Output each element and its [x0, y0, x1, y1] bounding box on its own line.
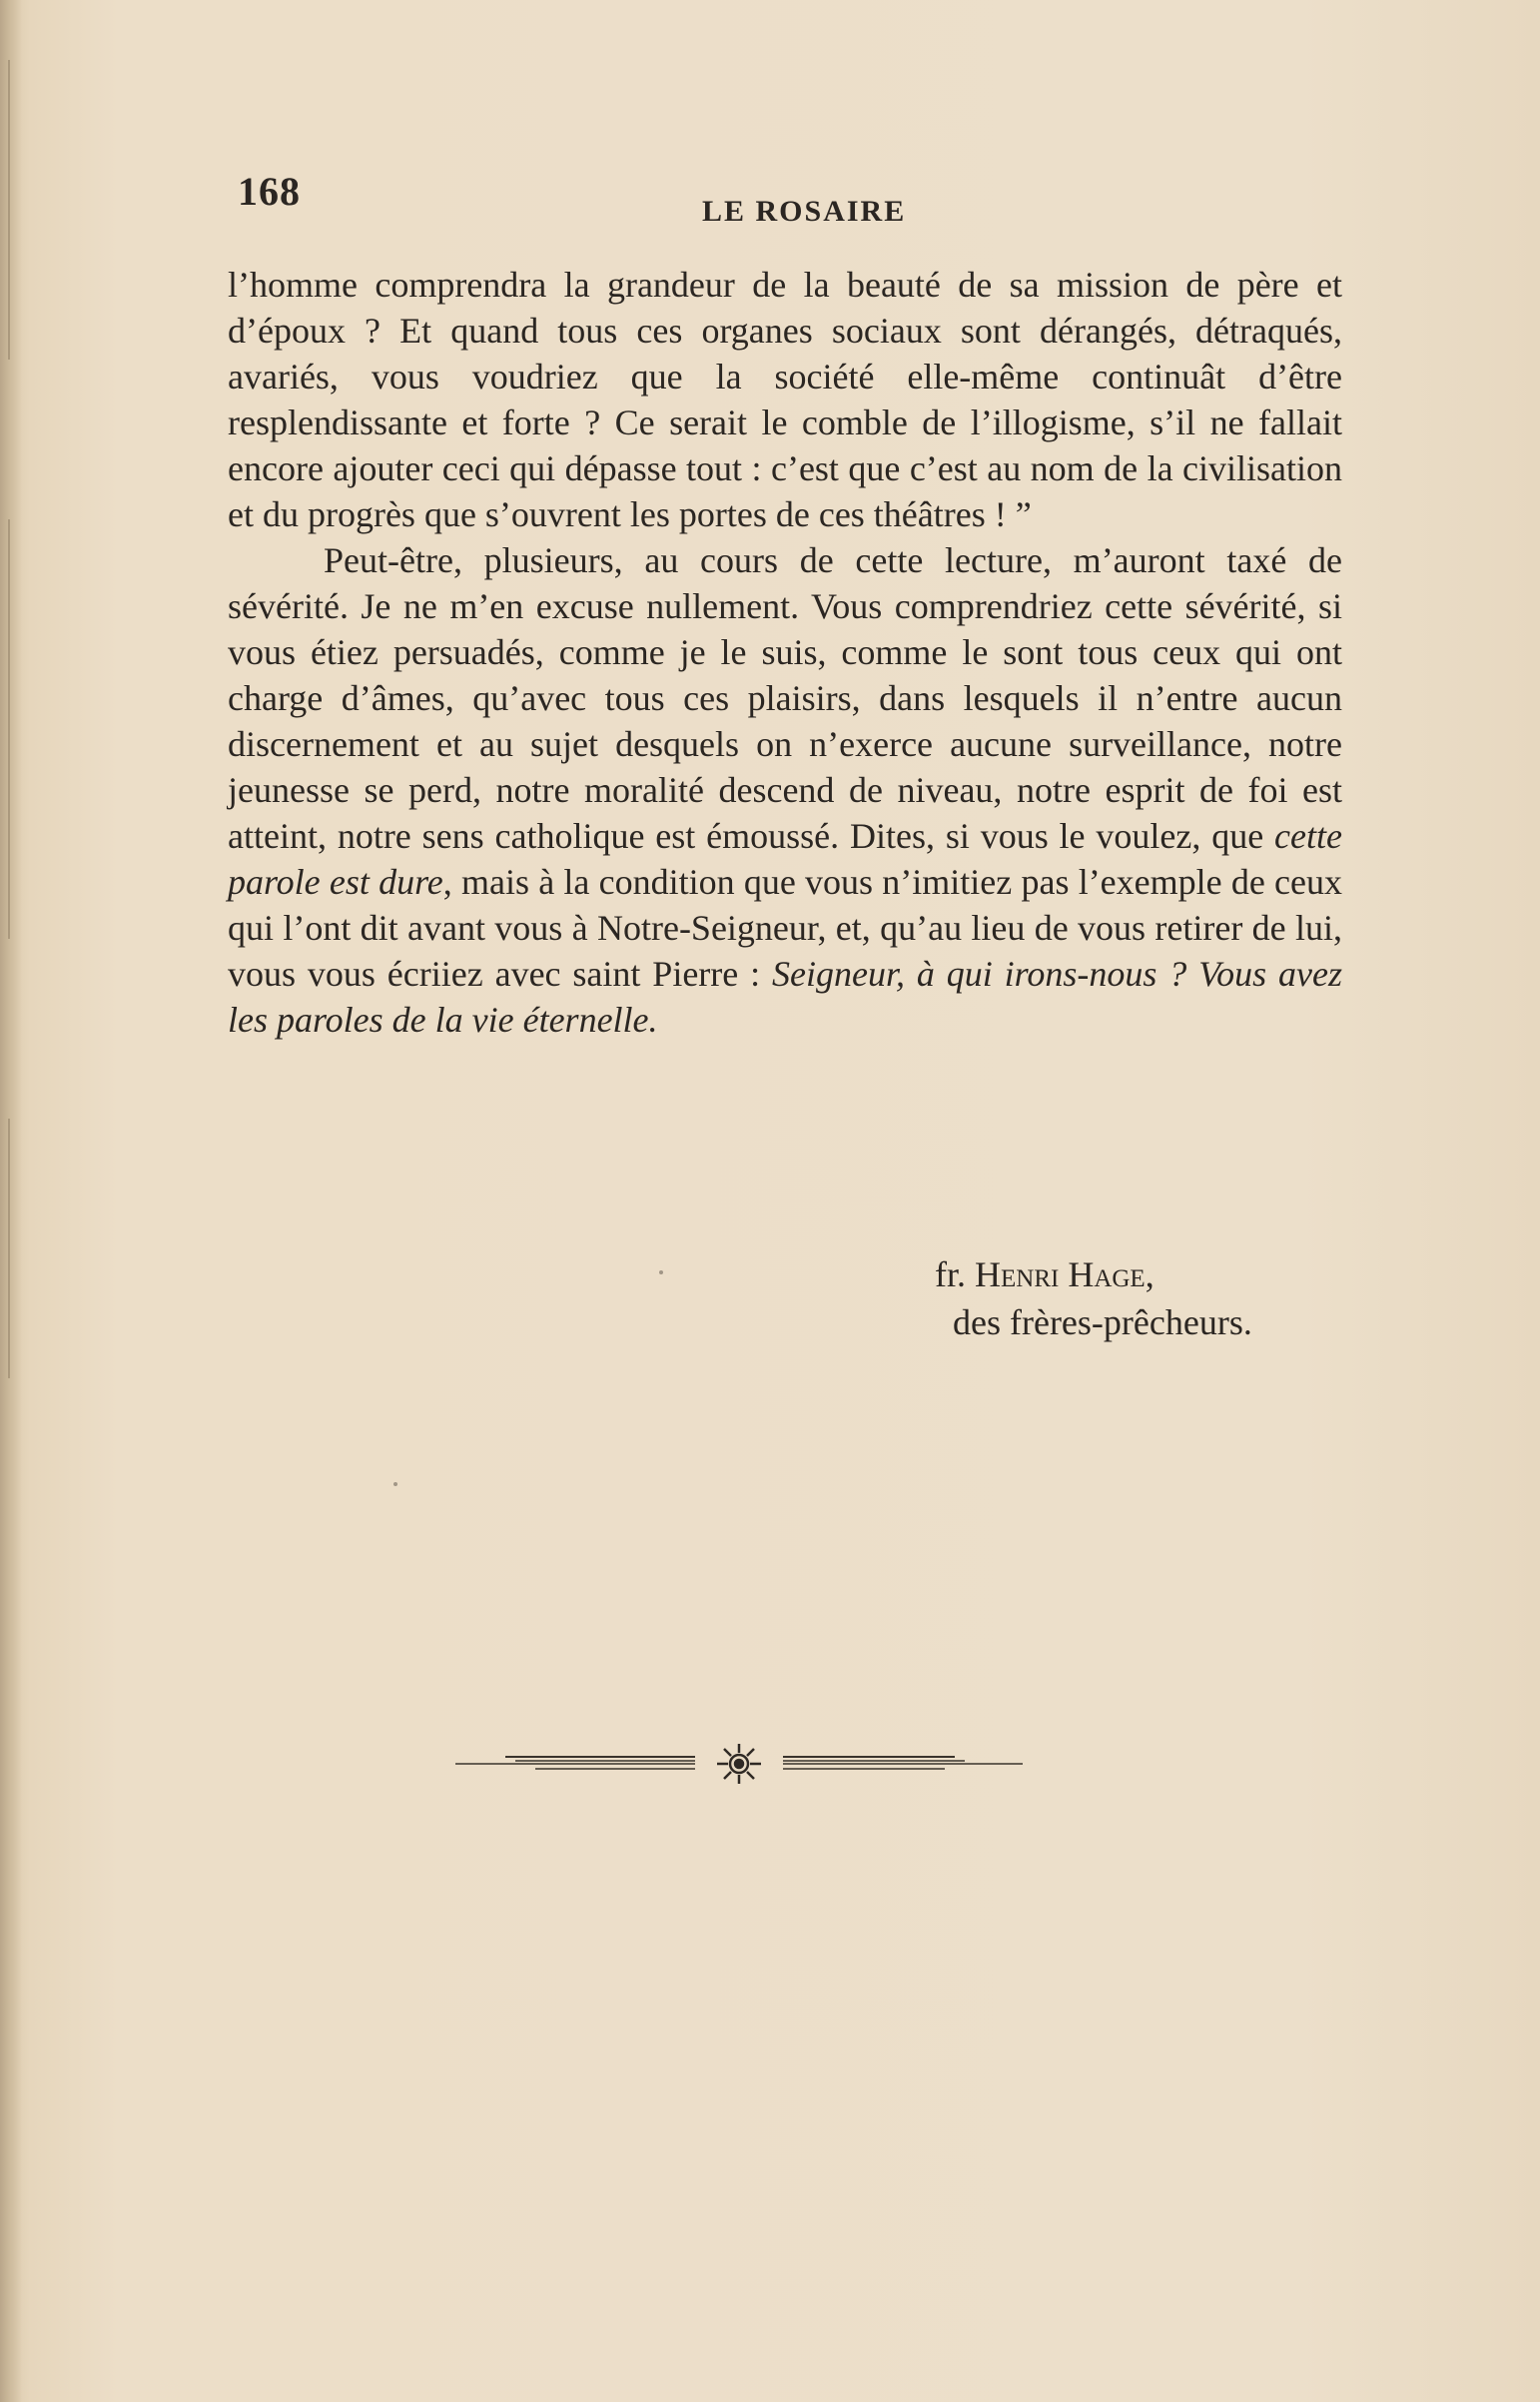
gutter-mark	[8, 60, 10, 360]
signature-name-line	[935, 1250, 1252, 1298]
paragraph-2-text-middle: , mais à la condition que vous n’imitiez pas l’exemple de ceux qui l’ont dit avant vous à Notre-Seigneur, et, qu’au lieu de vous retirer de lui, vous vous écriiez avec saint Pierre :	[228, 862, 1343, 994]
gutter-mark	[8, 519, 10, 939]
paper-speck	[659, 1270, 663, 1274]
paragraph-1: l’homme comprendra la grandeur de la beauté de sa mission de père et d’époux ? Et quand tous ces organes sociaux sont dérangés, détraqués, avariés, vous voudriez que la société elle-même continuât d’être resplendissante et forte ? Ce serait le comble de l’illogisme, s’il ne fallait encore ajouter ceci qui dépasse tout : c’est que c’est au nom de la civilisation et du progrès que s’ouvrent les portes de ces théâtres ! ”	[228, 265, 1342, 534]
body-text	[228, 262, 1342, 1043]
signature-name: Henri Hage,	[975, 1254, 1155, 1294]
decorative-ornament	[455, 1742, 1023, 1786]
page-gutter	[0, 0, 22, 2402]
signature-prefix: fr.	[935, 1254, 975, 1294]
italic-quote-2: Seigneur, à qui irons-nous ? Vous avez les paroles de la vie éternelle.	[228, 954, 1343, 1040]
signature-block	[935, 1250, 1252, 1346]
italic-quote-1: cette parole est dure	[228, 816, 1342, 902]
running-title: LE ROSAIRE	[702, 195, 907, 228]
paper-speck	[393, 1482, 397, 1486]
paragraph-2-text: Peut-être, plusieurs, au cours de cette lecture, m’auront taxé de sévérité. Je ne m’en excuse nullement. Vous comprendriez cette sévérité, si vous étiez persuadés, comme je le suis, comme le sont tous ceux qui ont charge d’âmes, qu’avec tous ces plaisirs, dans lesquels il n’entre aucun discernement et au sujet desquels on n’exerce aucune surveillance, notre jeunesse se perd, notre moralité descend de niveau, notre esprit de foi est atteint, notre sens catholique est émoussé. Dites, si vous le voulez, que	[228, 540, 1342, 856]
paragraph-2	[228, 537, 1342, 1043]
page-number: 168	[238, 169, 301, 214]
signature-order: des frères-prêcheurs.	[953, 1302, 1252, 1342]
gutter-mark	[8, 1119, 10, 1378]
